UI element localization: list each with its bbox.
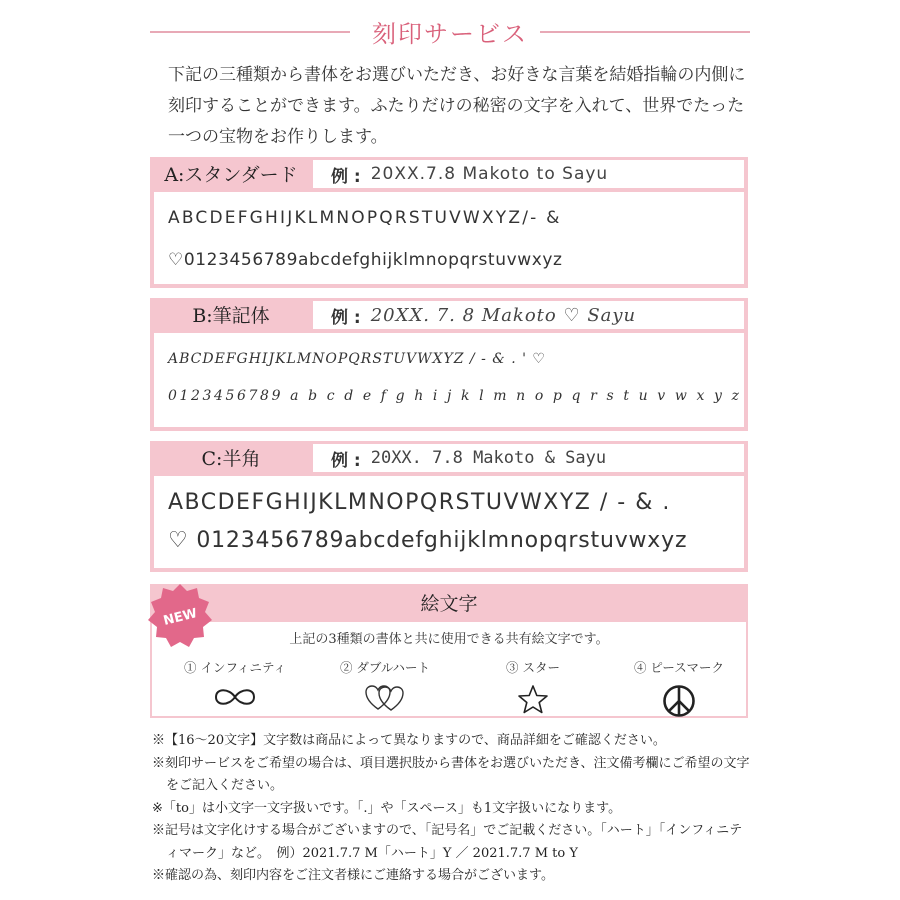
- title-row: [150, 14, 750, 50]
- intro-text: 下記の三種類から書体をお選びいただき、お好きな言葉を結婚指輪の内側に刻印することができます。ふたりだけの秘密の文字を入れて、世界でたった一つの宝物をお作りします。: [168, 65, 746, 147]
- font-sample-area: [154, 333, 744, 427]
- emoji-item-label: ① インフィニティ: [184, 660, 286, 675]
- emoji-panel-header: 絵文字: [152, 586, 746, 622]
- example-label: 例 :: [331, 166, 361, 187]
- example-value: 20XX. 7.8 Makoto & Sayu: [370, 448, 607, 468]
- example-label: 例 :: [331, 307, 361, 328]
- emoji-panel: [150, 584, 748, 718]
- example-label: 例 :: [331, 450, 361, 471]
- star-icon: [517, 684, 549, 714]
- page-title: 刻印サービス: [372, 20, 528, 48]
- font-example: [313, 160, 744, 188]
- title-divider-right: [540, 31, 750, 33]
- example-value: 20XX. 7. 8 Makoto ♡ Sayu: [370, 304, 637, 326]
- font-panel-header: B:筆記体: [192, 305, 270, 327]
- emoji-item-double-heart: [310, 658, 460, 712]
- font-sample-area: [154, 476, 744, 568]
- badge-label: NEW: [162, 606, 199, 629]
- example-value: 20XX.7.8 Makoto to Sayu: [370, 164, 609, 184]
- font-sample-lowercase: 0123456789 a b c d e f g h i j k l m n o p q r s t u v w x y z: [168, 388, 742, 404]
- new-badge: [146, 582, 214, 650]
- emoji-description: 上記の3種類の書体と共に使用できる共有絵文字です。: [289, 632, 609, 647]
- double-heart-icon: [365, 684, 405, 712]
- note-item: ※刻印サービスをご希望の場合は、項目選択肢から書体をお選びいただき、注文備考欄にご希望の文字をご記入ください。: [152, 755, 750, 793]
- font-panel-cursive: [150, 298, 748, 431]
- font-panel-halfwidth: [150, 441, 748, 572]
- font-sample-uppercase: ABCDEFGHIJKLMNOPQRSTUVWXYZ/- &: [168, 208, 562, 228]
- font-sample-uppercase: ABCDEFGHIJKLMNOPQRSTUVWXYZ / - & . ' ♡: [168, 351, 546, 367]
- font-example: [313, 444, 744, 472]
- note-item: ※記号は文字化けする場合がございますので、「記号名」でご記載ください。「ハート」「インフィニティマーク」など。 例）2021.7.7 M「ハート」Y ／ 2021.7.7 M to Y: [152, 823, 743, 861]
- font-sample-lowercase: ♡ 0123456789abcdefghijklmnopqrstuvwxyz: [168, 528, 688, 553]
- font-sample-uppercase: ABCDEFGHIJKLMNOPQRSTUVWXYZ / - & .: [168, 490, 671, 515]
- emoji-item-infinity: [160, 658, 310, 710]
- emoji-item-label: ③ スター: [506, 660, 560, 675]
- note-item: ※「to」は小文字一文字扱いです。「.」や「スペース」も1文字扱いになります。: [152, 800, 622, 816]
- infinity-icon: [212, 684, 258, 710]
- font-example: [313, 301, 744, 329]
- emoji-item-star: [458, 658, 608, 714]
- peace-icon: [662, 684, 696, 718]
- note-item: ※【16～20文字】文字数は商品によって異なりますので、商品詳細をご確認ください。: [152, 733, 666, 748]
- font-panel-header: A:スタンダード: [164, 164, 298, 186]
- emoji-item-label: ② ダブルハート: [339, 660, 431, 675]
- note-item: ※確認の為、刻印内容をご注文者様にご連絡する場合がございます。: [152, 868, 554, 883]
- font-sample-area: [154, 192, 744, 284]
- font-sample-lowercase: ♡0123456789abcdefghijklmnopqrstuvwxyz: [168, 250, 563, 270]
- emoji-item-label: ④ ピースマーク: [633, 660, 725, 675]
- font-panel-header: C:半角: [201, 448, 261, 470]
- emoji-item-peace: [604, 658, 754, 718]
- font-panel-standard: [150, 157, 748, 288]
- notes-section: [152, 730, 752, 888]
